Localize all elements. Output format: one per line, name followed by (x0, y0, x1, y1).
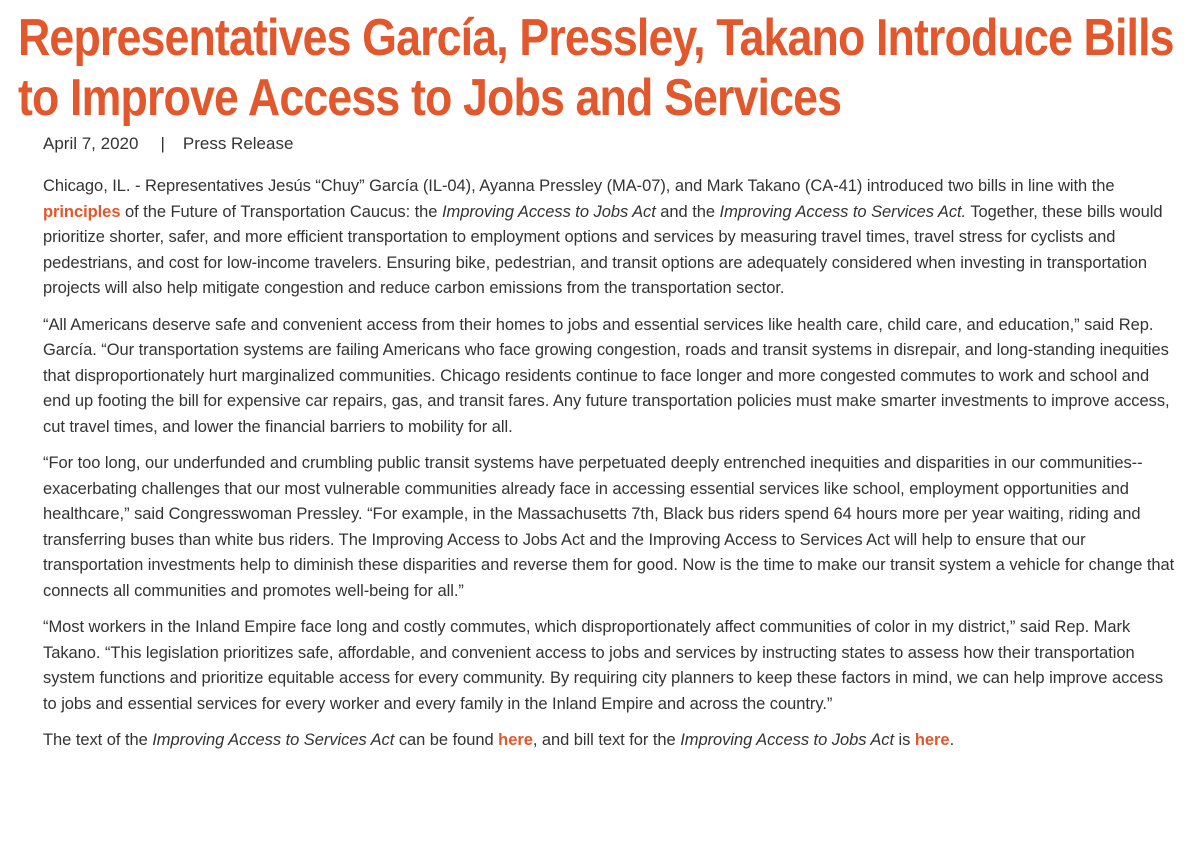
bill-name-jobs: Improving Access to Jobs Act (441, 202, 656, 221)
paragraph-text: Together, these bills would prioritize shorter, safer, and more efficient transportation to employment options and services by measuring travel times, travel stress for cyclists and pedestrians, and cost for low-income travelers. Ensuring bike, pedestrian, and transit options are adequately considered when investing in transportation projects will also help mitigate congestion and reduce carbon emissions from the transportation sector. (43, 202, 1163, 297)
quote-text: “Most workers in the Inland Empire face long and costly commutes, which disproportionately affect communities of color in my district,” (43, 618, 1020, 636)
quote-text: “For example, in the Massachusetts 7th, Black bus riders spend 64 hours more per year waiting, riding and transferring buses than white bus riders. The Improving Access to Jobs Act and the Improving Access to Services Act will help to ensure that our transportation investments help to diminish these disparities and reverse them for good. Now is the time to make our transit system a vehicle for change that connects all communities and promotes well-being for all.” (43, 505, 1175, 600)
paragraph-text: Representatives Jesús “Chuy” García (IL-04), Ayanna Pressley (MA-07), and Mark Takano (CA-41) introduced two bills in line with the (140, 177, 1115, 195)
paragraph-pressley-quote (43, 451, 1175, 604)
article-body (43, 174, 1175, 765)
quote-text: “This legislation prioritizes safe, affordable, and convenient access to jobs and services by instructing states to assess how their transportation system functions and prioritize equitable access for every community. By requiring city planners to keep these factors in mind, we can help improve access to jobs and essential services for every worker and every family in the Inland Empire and across the country.” (43, 643, 1164, 713)
bill-name-services: Improving Access to Services Act. (719, 202, 967, 221)
paragraph-takano-quote (43, 615, 1175, 717)
article-category: Press Release (182, 134, 294, 153)
paragraph-text: , and bill text for the (532, 731, 681, 749)
quote-text: “For too long, our underfunded and crumbling public transit systems have perpetuated deeply entrenched inequities and disparities in our communities-- exacerbating challenges that our most vulnerable communities already face in accessing essential services like school, employment opportunities and healthcare,” (43, 454, 1143, 523)
paragraph-text: can be found (394, 731, 499, 749)
dateline: Chicago, IL. - (43, 177, 141, 195)
principles-link[interactable]: principles (43, 202, 121, 221)
publish-date: April 7, 2020 (43, 134, 139, 153)
meta-separator: | (160, 134, 165, 153)
paragraph-text: . (949, 731, 955, 749)
quote-text: “Our transportation systems are failing Americans who face growing congestion, roads and transit systems in disrepair, and long-standing inequities that disproportionately hurt marginalized communities. Chicago residents continue to face longer and more congested commutes to work and school and end up footing the bill for expensive car repairs, gas, and transit fares. Any future transportation policies must make smarter investments to improve access, cut travel times, and lower the financial barriers to mobility for all. (43, 341, 1170, 436)
attribution-takano: said Rep. Mark Takano. (43, 618, 1131, 662)
jobs-act-text-link[interactable]: here (914, 731, 950, 749)
paragraph-garcia-quote (43, 313, 1175, 441)
paragraph-text: and the (655, 202, 720, 221)
quote-text: “All Americans deserve safe and convenient access from their homes to jobs and essential services like health care, child care, and education,” (43, 315, 1085, 334)
services-act-text-link[interactable]: here (498, 731, 533, 749)
paragraph-text: The text of the (43, 731, 153, 749)
attribution-pressley: said Congresswoman Pressley. (134, 505, 363, 523)
paragraph-intro (43, 174, 1175, 302)
paragraph-bill-links (43, 728, 1175, 754)
article-meta (43, 132, 293, 156)
page-title: Representatives García, Pressley, Takano Introduce Bills to Improve Access to Jobs and Services (18, 9, 1174, 127)
bill-name-jobs: Improving Access to Jobs Act (680, 731, 895, 749)
paragraph-text: is (894, 731, 915, 749)
bill-name-services: Improving Access to Services Act (152, 731, 395, 749)
attribution-garcia: said Rep. García. (43, 315, 1154, 359)
paragraph-text: of the Future of Transportation Caucus: the (120, 202, 442, 221)
